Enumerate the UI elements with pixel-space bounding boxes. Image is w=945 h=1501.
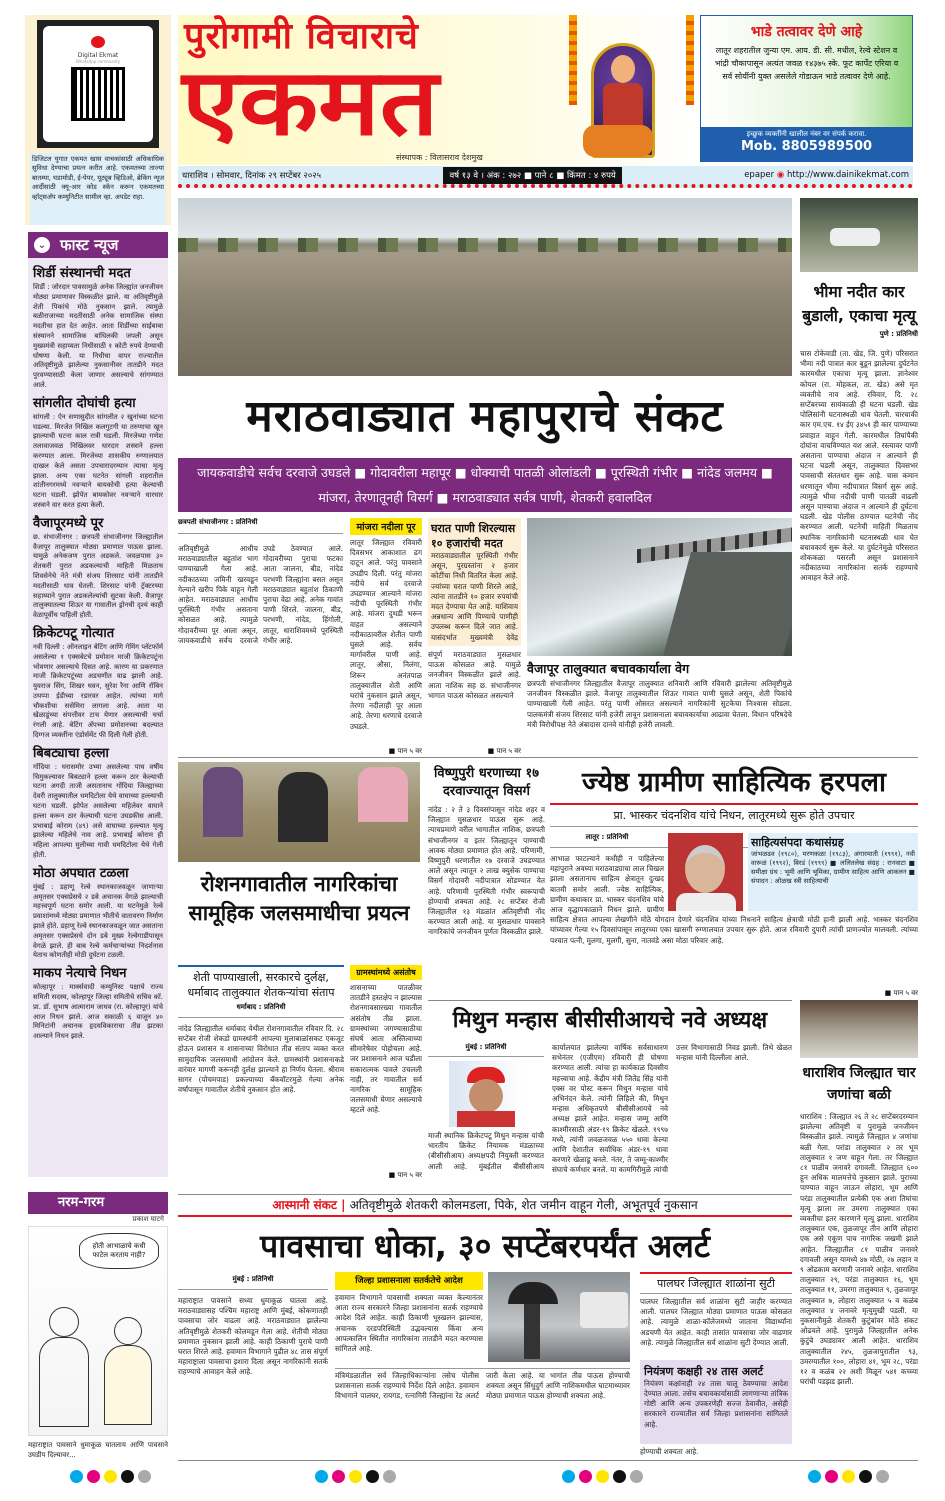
sahitya-story (550, 765, 918, 998)
vishnupuri-text: नांदेड : २ ते ३ दिवसांपासून नांदेड शहर व जिल्ह्यात मुसळधार पाऊस सुरू आहे. त्याचप्रमाणे वरील भागातील नाशिक, छत्रपती संभाजीनगर व इतर जिल्ह्यातून पाण्याची आवक मोठ्या प्रमाणात होत आहे. परिणामी, विष्णुपुरी धरणातील १७ दरवाजे उघडण्यात आले असून त्यातून २ लाख क्युसेक पाण्याचा विसर्ग गोदावरी नदीपात्रात सोडण्यात येत आहे. परिणामी पूरस्थिती गंभीर स्वरूपाची होण्याची शक्यता आहे. २८ सप्टेंबर रोजी जिल्ह्यातील १३ मंडळांत अतिवृष्टीची नोंद करण्यात आली आहे. या मुसळधार पावसाने नागरिकांचे जनजीवन पूर्णतः विस्कळीत झाले. (428, 805, 545, 937)
continued-link[interactable]: ■ पान ५ वर (388, 1171, 422, 1179)
fast-news-title: वैजापूरमध्ये पूर (33, 515, 104, 531)
mithun-headline-box (428, 1006, 792, 1036)
masthead-tagline: पुरोगामी विचाराचे (184, 16, 419, 57)
mithun-dateline: मुंबई : प्रतिनिधी (428, 1043, 544, 1057)
qr-panel (25, 15, 171, 225)
registration-marks (808, 1470, 889, 1483)
issue-info: वर्ष १३ वे । अंक : २७२ ■ पाने ८ ■ किंमत : ४ रुपये (443, 167, 621, 184)
fast-news-panel (28, 232, 168, 1177)
alert-box-title: जिल्हा प्रशासनाला सतर्कतेचे आदेश (335, 1272, 483, 1290)
continued-link[interactable]: ■ पान ५ वर (388, 747, 422, 755)
fast-news-text: मुंबई : डहाणू रेल्वे स्थानकाजवळून जाणाऱ्या अमृतसर एक्सप्रेसचे २ डबे अचानक वेगळे झाल्याची महत्त्वपूर्ण घटना समोर आली. या घटनेमुळे रेल्वे प्रवाशांमध्ये मोठ्या प्रमाणात भीतीचे वातावरण निर्माण झाले होते. डहाणू रेल्वे स्थानकाजवळून जात असताना अमृतसर एक्सप्रेसचे दोन डबे मुख्य रेल्वेगाडीपासून वेगळे झाले. ही बाब रेल्वे कर्मचाऱ्यांच्या निदर्शनास येताच कोणतीही मोठी दुर्घटना टळली. (33, 882, 163, 960)
aid-title: घरात पाणी शिरल्यास १० हजारांची मदत (431, 522, 516, 550)
lead-headline-box (178, 385, 792, 449)
vishnupuri-headline: विष्णुपुरी धरणाच्या १७ दरवाज्यातून विसर्ग (434, 766, 539, 799)
fast-news-header (28, 232, 168, 258)
chevron-down-icon: ⌄ (34, 237, 50, 253)
roshangaon-dateline: धर्माबाद : प्रतिनिधी (178, 1000, 344, 1018)
fast-news-title: क्रिकेटपटू गोत्यात (33, 625, 115, 641)
registration-marks (315, 1470, 396, 1483)
narm-garam-header: नरम-गरम (58, 1195, 105, 1210)
ad-mobile: Mob. 8805989500 (740, 139, 873, 154)
flooded-street-photo (800, 1000, 918, 1058)
bhima-story (800, 280, 918, 745)
manjara-title: मांजरा नदीला पूर (350, 518, 422, 535)
qr-code[interactable] (74, 70, 122, 118)
rain-umbrella-photo (488, 1272, 630, 1362)
ad-contact: इच्छुक व्यक्तींनी खालील नंबर वर संपर्क करावा. (746, 130, 867, 138)
fast-news-title: मोठा अपघात टळला (33, 865, 129, 881)
dam-text: छत्रपती संभाजीनगर जिल्ह्यातील वैजापूर तालुक्यात शनिवारी आणि रविवारी झालेल्या अतिवृष्टीमुळे जनजीवन विस्कळीत झाले. वैजापूर तालुक्यातील शिऊर गावात पाणी घुसले असून, शेती पिकांचे पाण्याखाली गेली आहेत. परंतु पाणी ओसरत असल्याने नागरिकांनी सुटकेचा निःश्वास सोडला. पालकमंत्री संजय शिरसाट यांनी हजेरी लावून प्रशासनाला बचावकार्याचा आढावा घेतला. विधान परिषदेचे मंत्री विरोधीपक्ष नेते अंबादास दानवे यांनीही हजेरी लावली. (527, 679, 792, 729)
roshangaon-box-title: ग्रामस्थांमध्ये असंतोष (350, 965, 422, 980)
continued-link[interactable]: ■ पान ५ वर (550, 988, 918, 998)
chandanshiv-photo (668, 833, 743, 911)
separator: | (336, 1198, 350, 1212)
fast-news-text: सांगली : ऐन सणासुदीत सांगलीत २ खुनांच्या घटना घडल्या. मिरजेत निखिल कलगुटगी या तरुणाचा खून झाल्याची घटना काल रात्री घडली. मिरजेच्या गणेश तलावाजवळ निखिलवर धारदार शस्त्राने हल्ला करण्यात आला. मिरजेच्या शासकीय रुग्णालयात दाखल केले असता उपचारादरम्यान त्याचा मृत्यू झाला. अन्य एका घटनेत सांगली शहरातील शांतीनगरमध्ये नवऱ्याने बायकोची हत्या केल्याची घटना घडली. झोपेत बायकोवर नवऱ्याने धारधार शस्त्राने वार करत हत्या केली. (33, 412, 163, 509)
lead-dateline: छत्रपती संभाजीनगर : प्रतिनिधी (178, 518, 343, 534)
palghar-text: पालघर जिल्ह्यातील सर्व शाळांना सुटी जाहीर करण्यात आली. पालघर जिल्ह्यात मोठ्या प्रमाणात पाऊस कोसळत आहे. त्यामुळे शाळा-कॉलेजमध्ये जाताना विद्यार्थ्यांना अडचणी येत आहेत. काही तासांत पावसाचा जोर वाढणार आहे. त्यामुळे जिल्ह्यातील सर्व शाळांना सुटी देण्यात आली. (640, 1297, 792, 1347)
lead-headline: मराठवाड्यात महापुराचे संकट (246, 391, 724, 442)
alert-tail-text: होण्याची शक्यता आहे. (640, 1446, 699, 1456)
roshangaon-headline: रोशनगावातील नागरिकांचा सामूहिक जलसमाधीचा प्रयत्न (188, 872, 410, 925)
alert-headline: पावसाचा धोका, ३० सप्टेंबरपर्यंत अलर्ट (260, 1227, 710, 1265)
cartoon-bubble: होती आभाळाचे कधी फाटेल करताय नाही? (79, 1233, 159, 1269)
alert-text-continued: मंत्रिमंडळातील सर्व जिल्हाधिकाऱ्यांना तसेच पोलीस प्रशासनाला सतर्क राहण्याचे निर्देश दिले आहेत. हवामान विभागाने पालघर, रायगड, रत्नागिरी जिल्ह्यांना रेड अलर्ट जारी केला आहे. या भागांत तीव्र पाऊस होण्याची शक्यता असून सिंधुदुर्ग आणि नाशिकमधील घाटमाथ्यावर मोठ्या प्रमाणात पाऊस होण्याची शक्यता आहे. (335, 1368, 630, 1457)
qr-caption: डिजिटल युगात एकमत खास वाचकांसाठी अधिकाधिक सुविधा देण्याचा प्रयत्न करीत आहे. एकमतच्या ताज्या बातम्या, घडामोडी, ई-पेपर, यूट्यूब व्हिडिओ, ब्रेकिंग न्यूज आदींसाठी क्यू-आर कोड स्कॅन करून एकमतच्या व्हॉट्सअ‍ॅप कम्युनिटीत सामील व्हा. अपडेट राहा. (30, 153, 166, 225)
fast-news-text: गोंदिया : घरासमोर उभ्या असलेल्या पाच वर्षीय चिमुकल्यावर बिबट्याने हल्ला करून ठार केल्याची घटना अगदी ताजी असतानाच गोंदिया जिल्ह्याच्या देवरी तालुक्यातील धमदिटोला येथे वाघाच्या हल्ल्याची घटना घडली. झोपेत असलेल्या महिलेवर वाघाने हल्ला करून ठार केल्याची घटना उघडकीस आली. प्रभाबाई कोराम (४९) असे वाघाच्या हल्ल्यात मृत्यू झालेल्या महिलेचे नाव आहे. प्रभाबाई कोराम ही महिला आपल्या मुलीच्या गावी धमदिटोला येथे गेली होती. (33, 762, 163, 860)
registration-marks (70, 1470, 151, 1483)
fast-news-text: शिर्डी : जोरदार पावसामुळे अनेक जिल्ह्यांत जनजीवन मोठ्या प्रमाणावर विस्कळीत झाले. या अतिवृष्टीमुळे शेती पिकांचे मोठे नुकसान झाले. त्यामुळे बळीराजाच्या मदतीसाठी अनेक सामाजिक संस्था मदतीचा हात देत आहेत. आता शिर्डीच्या साईबाबा संस्थानने सामाजिक बांधिलकी जपली असून मुख्यमंत्री सहाय्यता निधीसाठी १ कोटी रुपये देण्याची घोषणा केली. या निधीचा वापर राज्यातील अतिवृष्टीमुळे झालेल्या नुकसानीवर तातडीने मदत पुरवण्यासाठी केला जाणार असल्याचे सांगण्यात आले. (33, 283, 163, 389)
alert-dateline: मुंबई : प्रतिनिधी (178, 1275, 328, 1290)
bhima-headline: भीमा नदीत कार बुडाली, एकाचा मृत्यू (802, 283, 916, 325)
fast-news-text: छ. संभाजीनगर : छत्रपती संभाजीनगर जिल्ह्यातील वैजापूर तालुक्यात मोठ्या प्रमाणात पाऊस झाला. यामुळे अनेकजण पुरात अडकले. जवळपास ३० शेतकरी पुरात अडकल्याची माहिती मिळताच शिवसेनेचे नेते मंत्री संजय शिरसाट यांनी तातडीने मदतीसाठी धाव घेतली. शिरसाट यांनी ट्रॅक्टरच्या सहाय्याने पुरात अडकलेल्यांची सुटका केली. वैजापूर तालुक्यातल्या शिऊर या गावातील ड्रोनची दृश्यं काही वेळापूर्वीच पाहिली होती. (33, 532, 163, 620)
bhima-dateline: पुणे : प्रतिनिधी (879, 330, 918, 338)
car-photo (800, 198, 918, 272)
ad-text: लातूर शहरातील जुन्या एम. आय. डी. सी. मधील, रेल्वे स्टेशन व भांद्री चौकापासून अत्यंत जवळ १४३७५ स्के. फूट कार्पेट एरिया व सर्व सोयींनी युक्त असलेले गोडाऊन भाडे तत्वावर देणे आहे. (714, 46, 899, 81)
jalsamadhi-photo (178, 762, 420, 862)
masthead (178, 15, 700, 165)
ekmat-small-logo (91, 36, 105, 48)
sahitya-subhead: प्रा. भास्कर चंदनशिव यांचे निधन, लातूरमध्ये सुरू होते उपचार (550, 805, 918, 827)
mithun-headline: मिथुन मन्हास बीसीसीआयचे नवे अध्यक्ष (452, 1008, 768, 1033)
alert-strap (178, 1194, 792, 1217)
continued-link[interactable]: ■ पान ५ वर (487, 747, 521, 755)
cartoon (28, 1226, 168, 1436)
fast-news-title: सांगलीत दोघांची हत्या (33, 395, 136, 411)
cartoon-caption: महाराष्ट्रात पावसाने धुमाकूळ घातलाय आणि पावसाने उघडीप दिल्यावर... (28, 1441, 168, 1460)
epaper-label: epaper (744, 170, 775, 180)
sahitya-headline: ज्येष्ठ ग्रामीण साहित्यिक हरपला (582, 767, 886, 798)
date-line: धाराशिव । सोमवार, दिनांक २९ सप्टेंबर २०२५ (182, 170, 322, 181)
globe-icon: ◉ (776, 170, 785, 180)
fast-news-text: कोल्हापूर : मार्क्सवादी कम्युनिस्ट पक्षाचे राज्य समिती सदस्य, कोल्हापूर जिल्हा समितीचे सचिव कॉ. प्रा. डॉ. सुभाष आत्माराम जाधव (रा. कोल्हापूर) यांचे आज निधन झाले. आज सकाळी ६ वाजून ४० मिनिटांनी अचानक हृदयविकाराचा तीव्र झटका आल्याने निधन झाले. (33, 983, 163, 1041)
fast-news-text: नवी दिल्ली : ऑनलाइन बेटिंग आणि गेमिंग प्लॅटफॉर्म असलेल्या १ एक्सबेटचे प्रमोशन माजी क्रिकेटपटूंना भोवणार असल्याचे दिसत आहे. कारण या प्रकरणात माजी क्रिकेटपटूंच्या अडचणीत वाढ झाली आहे. युवराज सिंग, शिखर धवन, सुरेश रैना आणि रॉबिन उथप्पा ईडीच्या रडारवर आहेत. त्यांच्या मागे चौकशीचा ससेमिरा लागला आहे. आता या खेळाडूंच्या संपत्तीवर टाच येणार असल्याची चर्चा रंगली आहे. बेटिंग अ‍ॅपच्या प्रमोशनच्या बदल्यात दिग्गज व्यक्तींना एंडोर्समेंट फी दिली गेली होती. (33, 642, 163, 740)
alert-strap-text: अतिवृष्टीमुळे शेतकरी कोलमडला, पिके, शेत जमीन वाहून गेली, अभूतपूर्व नुकसान (349, 1198, 698, 1212)
fast-news-title: माकप नेत्याचे निधन (33, 966, 127, 982)
lead-highlights: जायकवाडीचे सर्वच दरवाजे उघडले ■ गोदावरीला महापूर ■ धोक्याची पातळी ओलांडली ■ पूरस्थिती गंभीर ■ नांदेड जलमय ■ मांजरा, तेरणातूनही विसर्ग ■ मराठवाड्यात सर्वत्र पाणी, शेतकरी हवालदिल (178, 458, 792, 512)
flood-photo (178, 198, 792, 376)
mithun-text: माजी स्थानिक क्रिकेटपटू मिथुन मन्हास यांची भारतीय क्रिकेट नियामक मंडळाच्या (बीसीसीआय) अध्यक्षपदी नियुक्ती करण्यात आली आहे. मुंबईतील बीसीसीआय कार्यालयात झालेल्या वार्षिक सर्वसाधारण सभेनंतर (एजीएम) रविवारी ही घोषणा करण्यात आली. त्यांचा हा कार्यकाळ दिवसीय महत्त्वाचा आहे. केंद्रीय मंत्री जितेंद्र सिंह यांनी एक्स वर पोस्ट करून मिथुन मन्हास यांचे अभिनंदन केले. त्यांनी लिहिले की, मिथुन मन्हास अधिकृतपणे बीसीसीआयचे नवे अध्यक्ष झाले आहेत. मन्हास जम्मू आणि काश्मीरसाठी अंडर-१९ क्रिकेट खेळले. १९९७ मध्ये, त्यांनी जवळजवळ ५५० धावा केल्या आणि देशातील सर्वाधिक अंडर-१९ धावा करणारे खेळाडू बनले. नंतर, ते जम्मू-काश्मीर संघाचे कर्णधार बनले. या कामगिरीमुळे त्यांची उत्तर विभागासाठी निवड झाली. तिथे खेळत मन्हास यांनी दिल्लीला आले. (428, 1043, 792, 1175)
alert-kicker: आस्मानी संकट (272, 1198, 337, 1212)
sahitya-box-text: जांभळढव (१९८०), मरणकळा (१९८३), अंगारमाती (१९९१), नवी वारूळं (१९९२), बिरडं (१९९९) ■ ललितलेख संग्रह : रानवाटा ■ समीक्षा ग्रंथ : भूमी आणि भूमिका, ग्रामीण साहित्य आणि आकलन ■ संपादन : ओळख स्त्री साहित्याची (751, 850, 915, 885)
durga-image (563, 15, 700, 165)
fast-news-title: बिबट्याचा हल्ला (33, 745, 109, 761)
roshangaon-box-text: शासनाच्या पातळीवर तातडीने हस्तक्षेप न झाल्यास रोशनगावसारख्या गावातील असंतोष तीव्र झाला. ग्रामस्थांच्या जगण्यासाठीचा संघर्ष आता अस्तित्वाच्या सीमारेषेवर पोहोचला आहे. जर प्रशासनाने आज घडीला सकारात्मक पावले उचलली नाही, तर गावातील सर्व नागरिक सामूहिक जलसमाधी घेणार असल्याचे म्हटले आहे. (350, 983, 422, 1115)
masthead-logo: एकमत (182, 49, 439, 156)
palghar-title: पालघर जिल्ह्यात शाळांना सुटी (640, 1272, 792, 1294)
sahitya-dateline: लातूर : प्रतिनिधी (550, 833, 918, 848)
sahitya-headline-box (550, 765, 918, 805)
rental-ad (700, 15, 913, 162)
mithun-photo (449, 1061, 524, 1127)
dateline-strip (178, 166, 913, 188)
sahitya-box-title: साहित्यसंपदा कथासंग्रह (751, 836, 844, 849)
qr-title: Digital Ekmat (77, 52, 119, 59)
aid-text: मराठवाड्यातील पूरस्थिती गंभीर असून, पुरग्रस्तांना २ हजार कोटींचा निधी वितरित केला आहे. ज्यांच्या घरात पाणी शिरले आहे, त्यांना तातडीने १० हजार रुपयांची मदत देण्याचा येत आहे. याशिवाय अन्नधान्य आणि पिण्याचे पाणीही उपलब्ध करून दिले जात आहे. यासंदर्भात मुख्यमंत्री देवेंद्र (431, 551, 518, 642)
aid-text-continued: संपूर्ण मराठवाड्यात मुसळधार पाऊस कोसळत आहे. यामुळे जनजीवन विस्कळीत झाले आहे. आता नाशिक सह छ. संभाजीनगर भागात पाऊस कोसळत असल्याने (428, 650, 521, 700)
sahitya-text: आभाळ फाटल्याने कधीही न पाहिलेल्या महापुराने अवघ्या मराठवाड्याचा लाल चिखल झाला असतानाच साहित्य क्षेत्रातून दुःखद बातमी समोर आली. ज्येष्ठ साहित्यिक, ग्रामीण कथाकार प्रा. भास्कर चंदनशिव यांचे आज वृद्धापकाळाने निधन झाले. ग्रामीण साहित्य क्षेत्रात आपल्या लेखणीने मोठे योगदान देणारे चंदनशिव यांच्या निधनाने साहित्य क्षेत्राची मोठी हानी झाली आहे. भास्कर चंदनशिव यांच्यावर गेल्या १५ दिवसांपासून लातूरच्या एका खासगी रुग्णालयात उपचार सुरू होते. आज रविवारी दुपारी त्यांची प्राणज्योत मालवली. त्यांच्या पश्चात पत्नी, मुलगा, मुलगी, सुना, नातवंडे असा मोठा परिवार आहे. (550, 854, 918, 945)
fast-news-list (28, 258, 168, 1045)
dam-caption: वैजापूर तालुक्यात बचावकार्याला वेग (527, 661, 690, 676)
lead-text: अतिवृष्टीमुळे आधीच मराठवाड्यातील बहुतांश भाग पाण्याखाली गेला आहे. नदीकाठच्या जमिनी खरवडून गेल्याने खरीप पिके वाहून गेली आहेत. मराठवाड्यात आधीच पूरस्थिती गंभीर असताना कोसळत आहे. त्यामुळे गोदावरीच्या पूर आला असून, जायकवाडीचे सर्वच दरवाजे उघडे ठेवण्यात आले. गोदावरीच्या पुराचा फटका आता जालना, बीड, नांदेड परभणी जिल्ह्यांना बसत असून मराठवाड्यात बहुतांश ठिकाणी पुराचा वेढा आहे. अनेक गावांत पाणी शिरले. जालना, बीड, परभणी, नांदेड, हिंगोली, लातूर, धाराशिवमध्ये पूरस्थिती गंभीर आहे. (178, 544, 343, 645)
control-room-text: नियंत्रण कक्षांनाही २४ तास चालू ठेवण्याचा आदेश देण्यात आला. तसेच बचावकार्यासाठी लागणाऱ्या तांत्रिक गोष्टी आणि अन्य उपकरणेही सज्ज ठेवावीत, असेही सरकारने राज्यातील सर्व जिल्हा प्रशासनांना सांगितले आहे. (644, 1378, 788, 1429)
fast-news-title: शिर्डी संस्थानची मदत (33, 266, 131, 281)
qr-subtitle: WhatsApp community (75, 59, 121, 64)
bhima-text: चास टोकेवाडी (ता. खेड, जि. पुणे) परिसरात भीमा नदी पात्रात कार बुडून झालेल्या दुर्घटनेत कारमधील एकाचा मृत्यू झाला. ज्ञानेश्वर कोयल (रा. मोहकल, ता. खेड) असे मृत व्यक्तीचे नाव आहे. रविवार, दि. २८ सप्टेंबरच्या सायंकाळी ही घटना घडली. खेड पोलिसांनी घटनास्थळी धाव घेतली. चारचाकी कार एम.एच. १४ ईए ३४५१ ही कार पाण्याच्या प्रवाहात वाहून गेली. कारमधील तिघांपैकी दोघांना वाचविण्यात यश आले. रस्त्यावर पाणी असताना पाण्याचा अंदाज न आल्याने ही घटना घडली असून, तालुक्यात दिवसभर पावसाची संततधार सुरू आहे. चास कमान धरणातून भीमा नदीपात्रात विसर्ग सुरू आहे. त्यामुळे भीमा नदीची पाणी पातळी वाढली असून पाण्याचा अंदाज न आल्याने ही दुर्घटना घडली. खेड पोलीस ठाण्यात घटनेची नोंद करण्यात आली. घटनेची माहिती मिळताच स्थानिक नागरिकांनी घटनास्थळी धाव घेत बचावकार्य सुरू केले. या दुर्घटनेमुळे परिसरात शोककळा पसरली असून प्रशासनाने नदीकाठच्या नागरिकांना सतर्क राहण्याचे आवाहन केले आहे. (800, 349, 918, 583)
founder-credit: संस्थापक : विलासराव देशमुख (396, 153, 483, 162)
registration-marks (562, 1470, 643, 1483)
dharashiv-text: धाराशिव : जिल्ह्यात २६ ते २८ सप्टेंबरदरम्यान झालेल्या अतिवृष्टी व पुरामुळे जनजीवन विस्कळीत झाले. त्यामुळे जिल्ह्यात ४ जणांचा बळी गेला. परांडा तालुक्यात २ तर भूम तालुक्यात १ जण वाहून गेला. तर जिल्ह्यात ८१ पाळीव जनावरे दगावली. जिल्ह्यात ६०० हून अधिक मालमत्तेचे नुकसान झाले. पुराच्या पाण्यात वाहून जाऊन लोहारा, भूम आणि परंडा तालुक्यातील प्रत्येकी एक अशा तिघांचा मृत्यू झाला तर उमरगा तालुक्यात एका व्यक्तीचा इतर कारणाने मृत्यू झाला. धाराशिव तालुक्यात एक, तुळजापूर तीन आणि लोहारा एक असे एकूण पाच नागरिक जखमी झाले आहेत. जिल्ह्यातील ८१ पाळीव जनावरे दगावली असून यामध्ये ४७ मोठी, २७ लहान व ९ ओढकाम करणारी जनावरे आहेत. धाराशिव तालुक्यात २९, परंडा तालुक्यात १६, भूम तालुक्यात ११, उमरगा तालुक्यात ९, तुळजापूर तालुक्यात ७, लोहारा तालुक्यात ५ व कळंब तालुक्यात ४ जनावरे मृत्युमुखी पडली. या नुकसानीमुळे शेतकरी कुटुंबांवर मोठे संकट ओढवले आहे. पुरामुळे जिल्ह्यातील अनेक कुटुंबे उघड्यावर आली आहेत. धाराशिव तालुक्यातील २४५, तुळजापुरातील ९३, उमरग्यातील १००, लोहारा ४१, भूम २८, परंडा १२ व कळंब २२ अशी मिळून ५४१ कच्च्या घरांची पडझड झाली. (800, 1112, 918, 1387)
narm-garam-panel (28, 1192, 168, 1482)
manjara-text: लातूर जिल्ह्यात रविवारी दिवसभर आकाशात ढग दाटून आले. परंतु पावसाने उघडीप दिली. परंतु मांजरा नदीचे सर्व दरवाजे उघडण्यात आल्याने मांजरा नदीची पूरस्थिती गंभीर आहे. मांजरा दुथडी भरून वाहत असल्याने नदीकाठावरील शेतीत पाणी घुसले आहे. सर्वच मार्गावरील पाणी आहे. लातूर, औसा, निलंगा, शिरूर अनंतपाळ तालुक्यातील शेती आणि घरांचे नुकसान झाले असून, तेरणा नदीलाही पूर आला आहे. तेरणा धरणाचे दरवाजे उघडले. (350, 538, 422, 731)
roshangaon-text: नांदेड जिल्ह्यातील धर्माबाद येथील रोशनगावातील रविवार दि. २८ सप्टेंबर रोजी शेकडो ग्रामस्थांनी आपल्या मुलाबाळांसकट एकजूट होऊन प्रशासन व शासनाच्या विरोधात तीव्र संताप व्यक्त करत सामुदायिक जलसमाधी आंदोलन केले. ग्रामस्थांनी प्रशासनाकडे वारंवार मागणी करूनही दुर्लक्ष झाल्याने हा निर्णय घेतला. श्रीराम सागर (पोचमपाड) प्रकल्पाच्या बॅकवॉटरमुळे गेल्या अनेक वर्षांपासून गावातील शेतीचे नुकसान होत आहे. (178, 1024, 344, 1095)
dam-photo (527, 518, 792, 656)
alert-box-text: हवामान विभागाने पावसाची शक्यता व्यक्त केल्यानंतर आता राज्य सरकारने जिल्हा प्रशासनांना सतर्क राहण्याचे आदेश दिले आहेत. काही ठिकाणी भूस्खलन झाल्यास, अचानक दरडपरिस्थिती उद्भवल्यास किंवा अन्य आपत्कालिन स्थितीत नागरिकांना तातडीने मदत करण्यास सांगितले आहे. (335, 1293, 483, 1354)
alert-text: महाराष्ट्रात पावसाने सध्या धुमाकूळ घातला आहे. मराठवाड्यासह पश्चिम महाराष्ट्र आणि मुंबई, कोकणातही पावसाचा जोर वाढला आहे. मराठवाड्यात झालेल्या अतिवृष्टीमुळे शेतकरी कोलमडून गेला आहे. शेतीची मोठ्या प्रमाणात नुकसान झाली आहे. काही ठिकाणी पुराचे पाणी घरात शिरले आहे. हवामान विभागाने पुढील ४८ तास संपूर्ण महाराष्ट्राला पावसाचा इशारा दिला असून नागरिकांनी सतर्क राहण्याचे आवाहन केले आहे. (178, 1296, 328, 1377)
fast-news-header-label: फास्ट न्यूज (60, 236, 119, 254)
control-room-title: नियंत्रण कक्षही २४ तास अलर्ट (644, 1364, 764, 1378)
alert-headline-box (178, 1220, 792, 1272)
roshangaon-subhead: शेती पाण्याखाली, सरकारचे दुर्लक्ष, धर्माबाद तालुक्यात शेतकऱ्यांचा संताप (178, 965, 344, 1000)
dharashiv-headline: धाराशिव जिल्ह्यात चार जणांचा बळी (802, 1065, 916, 1103)
website-link[interactable]: http://www.dainikekmat.com (787, 170, 909, 180)
ad-title: भाडे तत्वावर देणे आहे (750, 24, 863, 40)
cartoonist-name: प्रकाश घाटगे (132, 1215, 164, 1223)
